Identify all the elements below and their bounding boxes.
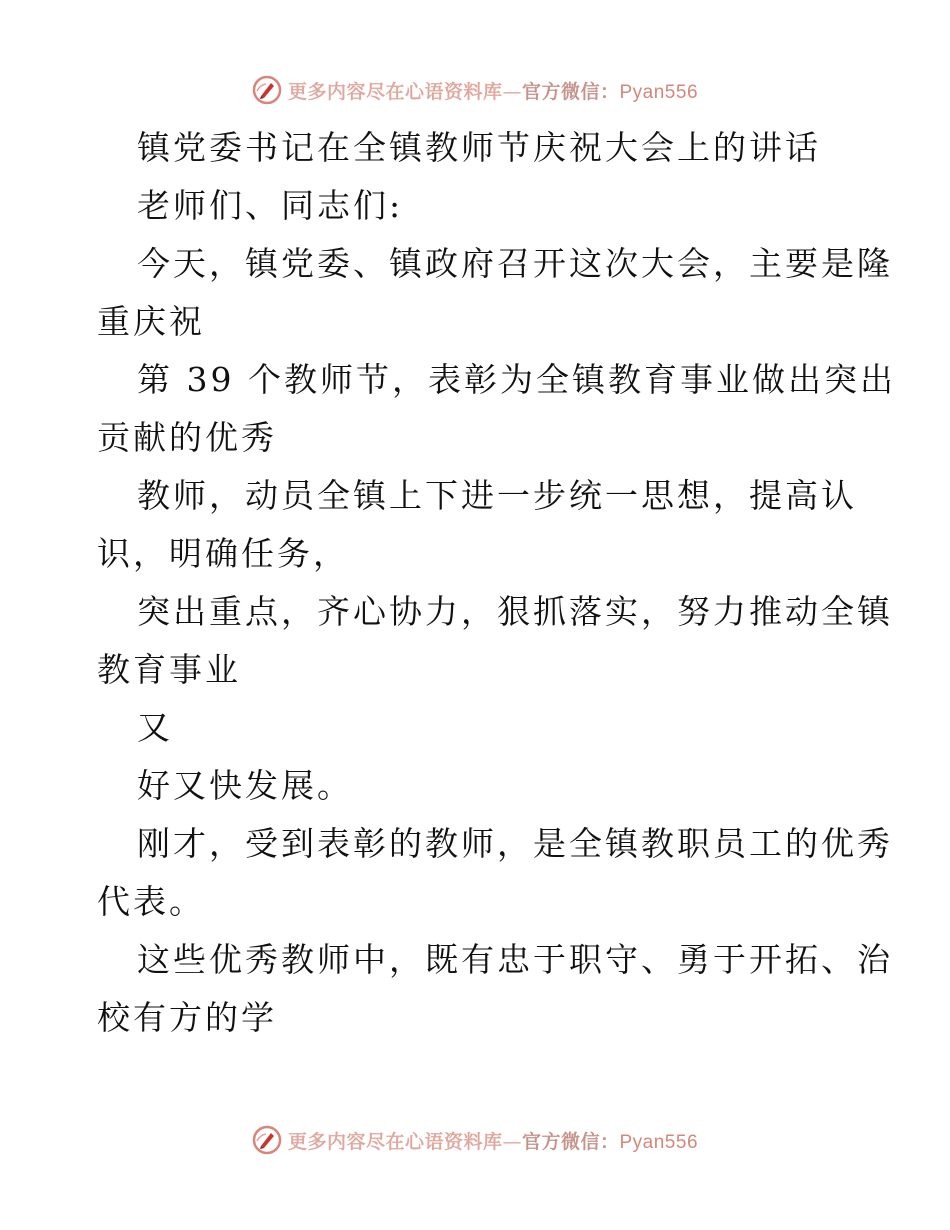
pen-logo-icon [252, 1125, 282, 1155]
paragraph-line: 代表。 [97, 882, 205, 921]
paragraph-line: 教师，动员全镇上下进一步统一思想，提高认 [137, 476, 857, 515]
footer-watermark [0, 1120, 950, 1160]
watermark-wechat-id: Pyan556 [619, 81, 699, 103]
paragraph-line: 重庆祝 [97, 302, 205, 341]
watermark-dash: — [502, 1130, 522, 1153]
watermark-site-name: 更多内容尽在心语资料库 [287, 80, 503, 103]
paragraph-line: 又 [137, 708, 173, 747]
paragraph-line: 教育事业 [97, 650, 241, 689]
header-watermark [0, 70, 950, 110]
salutation: 老师们、同志们: [137, 186, 404, 225]
watermark-site-name: 更多内容尽在心语资料库 [287, 1130, 503, 1153]
document-title: 镇党委书记在全镇教师节庆祝大会上的讲话 [137, 128, 821, 167]
paragraph-line: 贡献的优秀 [97, 418, 277, 457]
watermark-text [288, 77, 698, 104]
watermark-text [288, 1127, 698, 1154]
paragraph-line: 第 39 个教师节，表彰为全镇教育事业做出突出 [137, 360, 896, 399]
watermark-wechat-id: Pyan556 [619, 1131, 699, 1153]
paragraph-line: 今天，镇党委、镇政府召开这次大会，主要是隆 [137, 244, 893, 283]
paragraph-line: 好又快发展。 [137, 766, 353, 805]
watermark-wechat-label: 官方微信： [521, 1130, 620, 1153]
watermark-wechat-label: 官方微信： [521, 80, 620, 103]
paragraph-line: 突出重点，齐心协力，狠抓落实，努力推动全镇 [137, 592, 893, 631]
paragraph-line: 识，明确任务， [97, 534, 349, 573]
paragraph-line: 校有方的学 [97, 998, 277, 1037]
pen-logo-icon [252, 75, 282, 105]
paragraph-line: 刚才，受到表彰的教师，是全镇教职员工的优秀 [137, 824, 893, 863]
watermark-dash: — [502, 80, 522, 103]
paragraph-line: 这些优秀教师中，既有忠于职守、勇于开拓、治 [137, 940, 893, 979]
